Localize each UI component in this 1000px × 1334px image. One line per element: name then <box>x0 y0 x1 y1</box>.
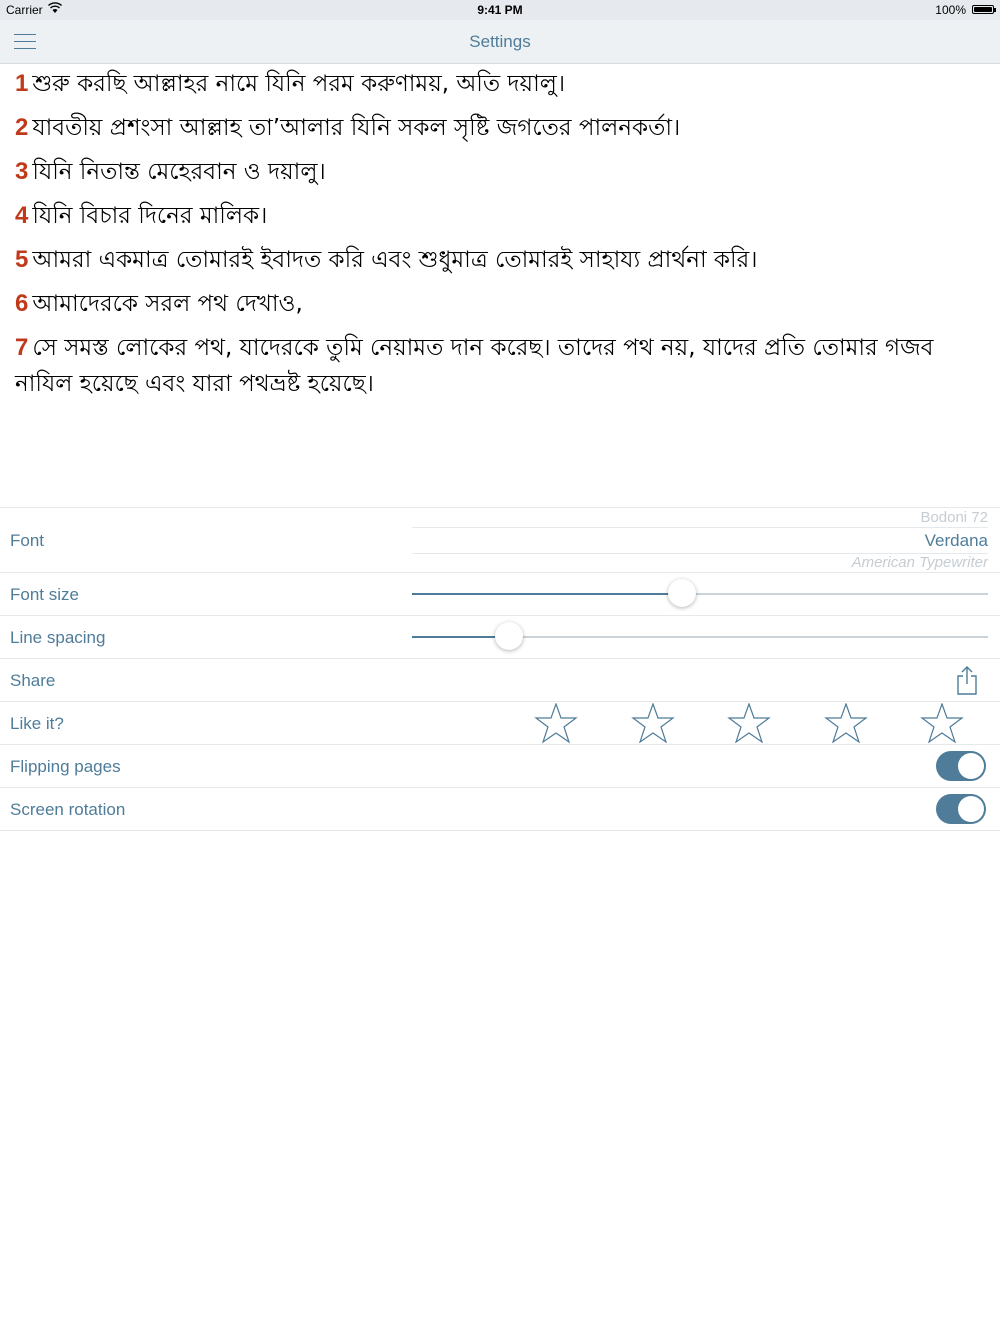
font-size-slider[interactable] <box>412 593 988 595</box>
like-row <box>0 701 1000 744</box>
screen-rotation-label: Screen rotation <box>10 800 126 819</box>
page-title: Settings <box>469 32 531 51</box>
rating-stars[interactable] <box>530 702 988 744</box>
settings-list <box>0 507 1000 831</box>
flipping-pages-toggle[interactable] <box>936 751 986 781</box>
font-size-label: Font size <box>10 585 79 604</box>
font-label: Font <box>10 531 45 550</box>
verse-text: যিনি বিচার দিনের মালিক। <box>32 203 268 229</box>
font-size-row <box>0 572 1000 615</box>
star-icon[interactable] <box>920 703 964 743</box>
verse-text: যাবতীয় প্রশংসা আল্লাহ তা’আলার যিনি সকল সৃষ্টি জগতের পালনকর্তা। <box>32 115 681 141</box>
font-option-next[interactable]: American Typewriter <box>851 554 988 571</box>
screen-rotation-toggle[interactable] <box>936 794 986 824</box>
verse-number: 3 <box>15 158 29 185</box>
verse-item <box>15 330 985 402</box>
verse-text: আমাদেরকে সরল পথ দেখাও, <box>32 291 303 317</box>
verse-text: আমরা একমাত্র তোমারই ইবাদত করি এবং শুধুমাত্র তোমারই সাহায্য প্রার্থনা করি। <box>32 247 758 273</box>
flipping-pages-label: Flipping pages <box>10 757 121 776</box>
verse-item <box>15 66 985 102</box>
star-icon[interactable] <box>534 703 578 743</box>
star-icon[interactable] <box>631 703 675 743</box>
share-label: Share <box>10 671 56 690</box>
screen-rotation-row <box>0 787 1000 831</box>
carrier-label: Carrier <box>6 3 43 17</box>
verse-text: শুরু করছি আল্লাহর নামে যিনি পরম করুণাময়, অতি দয়ালু। <box>32 71 566 97</box>
battery-percent: 100% <box>935 3 966 17</box>
verse-number: 7 <box>15 334 29 361</box>
like-label: Like it? <box>10 714 64 733</box>
nav-bar <box>0 20 1000 64</box>
font-row <box>0 507 1000 572</box>
star-icon[interactable] <box>824 703 868 743</box>
verse-text: যিনি নিতান্ত মেহেরবান ও দয়ালু। <box>32 159 326 185</box>
font-option-selected[interactable]: Verdana <box>924 531 988 550</box>
share-icon[interactable] <box>956 665 978 695</box>
font-picker[interactable] <box>412 508 988 572</box>
slider-thumb[interactable] <box>668 579 696 607</box>
star-icon[interactable] <box>727 703 771 743</box>
slider-thumb[interactable] <box>495 622 523 650</box>
verse-number: 6 <box>15 290 29 317</box>
verse-item <box>15 110 985 146</box>
status-bar <box>0 0 1000 20</box>
line-spacing-slider[interactable] <box>412 636 988 638</box>
verse-item <box>15 242 985 278</box>
battery-icon <box>972 5 994 14</box>
verse-preview <box>15 64 985 410</box>
flipping-pages-row <box>0 744 1000 787</box>
verse-text: সে সমস্ত লোকের পথ, যাদেরকে তুমি নেয়ামত দান করেছ। তাদের পথ নয়, যাদের প্রতি তোমার গজব নাযিল হয়েছে এবং যারা পথভ্রষ্ট হয়েছে। <box>15 335 934 397</box>
verse-number: 4 <box>15 202 29 229</box>
line-spacing-label: Line spacing <box>10 628 106 647</box>
verse-item <box>15 154 985 190</box>
status-time: 9:41 PM <box>477 3 523 17</box>
verse-number: 2 <box>15 114 29 141</box>
share-row[interactable] <box>0 658 1000 701</box>
font-option-prev[interactable]: Bodoni 72 <box>920 509 988 526</box>
slider-fill <box>412 593 682 595</box>
verse-item <box>15 286 985 322</box>
verse-item <box>15 198 985 234</box>
verse-number: 1 <box>15 70 29 97</box>
line-spacing-row <box>0 615 1000 658</box>
verse-number: 5 <box>15 246 29 273</box>
